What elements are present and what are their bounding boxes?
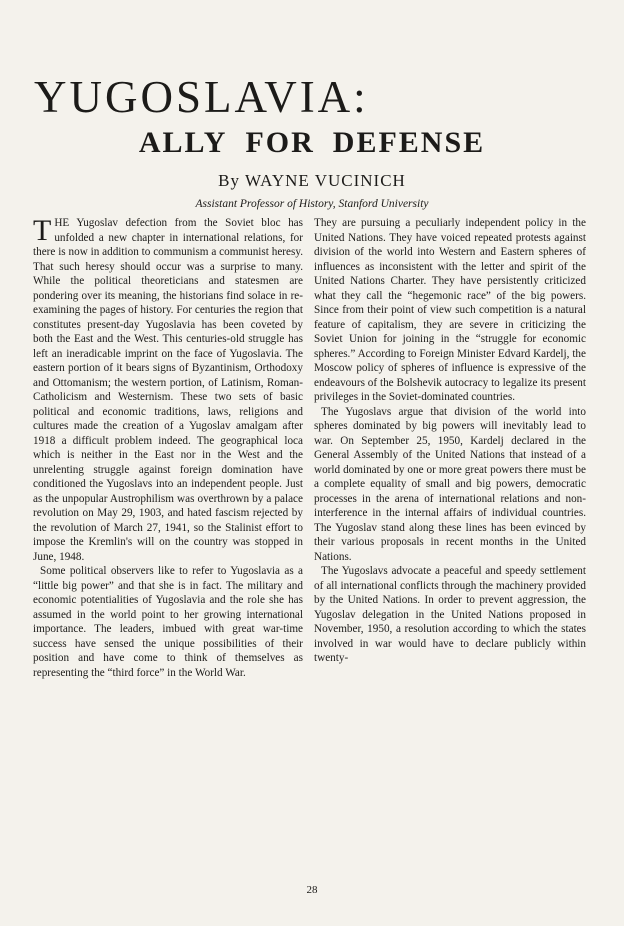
left-paragraph-1: [33, 216, 303, 564]
subtitle-word-for: FOR: [245, 126, 315, 159]
right-paragraph-1: They are pursuing a peculiarly independent policy in the United Nations. They have voiced repeated protests against division of the world into Western and Eastern spheres of influences as inconsistent with the letter and spirit of the United Nations Charter. They have persistently criticized what they call the “hegemonic race” of the big powers. Since from their point of view such competition is a natural feature of capitalism, they are severe in criticizing the Soviet Union for joining in the “struggle for economic spheres.” According to Foreign Minister Edvard Kardelj, the Moscow policy of spheres of influence is expressive of the endeavours of the Bolshevik autocracy to legalize its present privileges in the Soviet-dominated countries.: [314, 217, 586, 403]
page-number: 28: [306, 884, 318, 896]
article-title: YUGOSLAVIA:: [34, 72, 369, 122]
left-paragraph-1-text: HE Yugoslav defection from the Soviet bloc has unfolded a new chapter in international relations, for there is now in addition to communism a communist heresy. That such heresy should occur was a surprise to many. While the political theoreticians and statesmen are pondering over its meaning, the historians find solace in re-examining the pages of history. For centuries the region that constitutes present-day Yugoslavia has been coveted by both the East and the West. This centuries-old struggle has left an ineradicable imprint on the face of Yugoslavia. The eastern portion of it bears signs of Byzantinism, Orthodoxy and Ottomanism; the western portion, of Latinism, Roman-Catholicism and Westernism. These two sets of basic political and economic traditions, laws, religions and cultures made the creation of a Yugoslav amalgam after 1918 a difficult problem indeed. The geographical loca which is neither in the East nor in the West and the unrelenting struggle against foreign domination have conditioned the Yugoslavs into an independent people. Just as the unpopular Austrophilism was overthrown by a palace revolution on May 29, 1903, and hated fascism rejected by the revolution of March 27, 1941, so the Stalinist effort to impose the Kremlin's will on the country was stopped in June, 1948.: [33, 217, 303, 563]
subtitle-word-ally: ALLY: [138, 126, 228, 159]
right-paragraph-2: The Yugoslavs argue that division of the world into spheres dominated by big powers will inevitably lead to war. On September 25, 1950, Kardelj declared in the General Assembly of the United Nations that instead of a world dominated by one or more great powers there must be a complete equality of small and big powers, democratic processes in the arena of international relations and non-interference in the internal affairs of individual countries. The Yugoslav stand along these lines has been evinced by their various proposals in recent months in the United Nations.: [314, 405, 586, 563]
author-byline: By WAYNE VUCINICH: [218, 171, 406, 190]
right-paragraph-3: The Yugoslavs advocate a peaceful and speedy settlement of all international conflicts through the machinery provided by the United Nations. In order to prevent aggression, the Yugoslav delegation in the United Nations proposed in November, 1950, a resolution according to which the states involved in war would have to declare publicly within twenty-: [314, 565, 586, 664]
article-subtitle: [0, 125, 624, 161]
subtitle-word-defense: DEFENSE: [332, 126, 486, 159]
left-paragraph-2: Some political observers like to refer to Yugoslavia as a “little big power” and that she is in fact. The military and economic potentialities of Yugoslavia and the role she has assumed in the world point to her growing international importance. The leaders, imbued with great war-time success have sensed the unique possibilities of their position and have come to think of themselves as representing the “third force” in the World War.: [33, 565, 303, 679]
right-column: [314, 216, 586, 666]
drop-cap: T: [33, 214, 52, 247]
author-affiliation: Assistant Professor of History, Stanford University: [195, 198, 429, 210]
left-column: [33, 216, 303, 680]
